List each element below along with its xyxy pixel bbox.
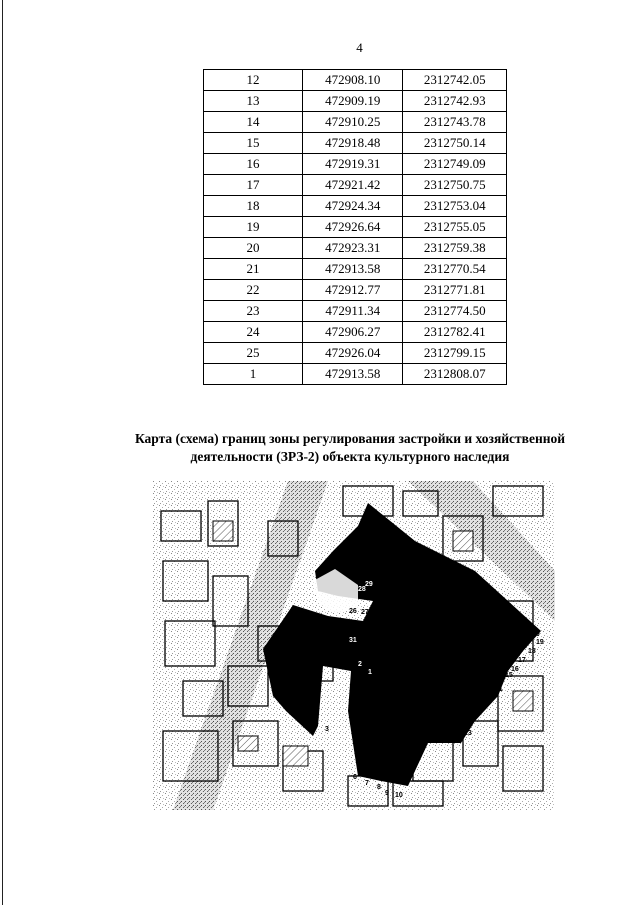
map-title	[80, 430, 620, 466]
point-number-cell: 16	[204, 154, 303, 175]
point-label-28: 28	[358, 586, 366, 593]
point-label-2: 2	[358, 661, 362, 668]
y-coordinate-cell: 2312770.54	[403, 259, 507, 280]
x-coordinate-cell: 472919.31	[303, 154, 403, 175]
point-label-18: 18	[528, 648, 536, 655]
point-label-13: 13	[464, 730, 472, 737]
point-label-10: 10	[395, 792, 403, 799]
map-svg	[153, 481, 555, 810]
x-coordinate-cell: 472911.34	[303, 301, 403, 322]
point-label-21: 21	[495, 686, 503, 693]
y-coordinate-cell: 2312750.75	[403, 175, 507, 196]
point-number-cell: 25	[204, 343, 303, 364]
point-label-15: 15	[505, 672, 513, 679]
x-coordinate-cell: 472912.77	[303, 280, 403, 301]
y-coordinate-cell: 2312771.81	[403, 280, 507, 301]
point-number-cell: 21	[204, 259, 303, 280]
x-coordinate-cell: 472918.48	[303, 133, 403, 154]
point-label-29: 29	[365, 581, 373, 588]
y-coordinate-cell: 2312808.07	[403, 364, 507, 385]
y-coordinate-cell: 2312742.05	[403, 70, 507, 91]
point-label-9: 9	[385, 790, 389, 797]
x-coordinate-cell: 472926.04	[303, 343, 403, 364]
point-label-19: 19	[536, 639, 544, 646]
point-label-12: 12	[443, 719, 451, 726]
point-label-5: 5	[303, 708, 307, 715]
point-number-cell: 18	[204, 196, 303, 217]
x-coordinate-cell: 472913.58	[303, 364, 403, 385]
table-row	[204, 343, 507, 364]
y-coordinate-cell: 2312750.14	[403, 133, 507, 154]
point-label-7: 7	[365, 780, 369, 787]
point-label-26: 26	[349, 608, 357, 615]
point-number-cell: 24	[204, 322, 303, 343]
point-number-cell: 17	[204, 175, 303, 196]
x-coordinate-cell: 472913.58	[303, 259, 403, 280]
table-row	[204, 175, 507, 196]
point-label-14: 14	[455, 726, 463, 733]
point-label-16: 16	[511, 666, 519, 673]
y-coordinate-cell: 2312782.41	[403, 322, 507, 343]
table-row	[204, 259, 507, 280]
table-row	[204, 364, 507, 385]
point-label-3: 3	[325, 726, 329, 733]
point-label-27: 27	[361, 609, 369, 616]
table-row	[204, 301, 507, 322]
table-row	[204, 196, 507, 217]
table-row	[204, 70, 507, 91]
x-coordinate-cell: 472908.10	[303, 70, 403, 91]
x-coordinate-cell: 472910.25	[303, 112, 403, 133]
table-row	[204, 238, 507, 259]
point-label-4: 4	[313, 716, 317, 723]
point-number-cell: 19	[204, 217, 303, 238]
point-label-8: 8	[377, 784, 381, 791]
table-row	[204, 217, 507, 238]
x-coordinate-cell: 472923.31	[303, 238, 403, 259]
table-row	[204, 280, 507, 301]
y-coordinate-cell: 2312799.15	[403, 343, 507, 364]
point-label-6: 6	[353, 774, 357, 781]
y-coordinate-cell: 2312749.09	[403, 154, 507, 175]
point-label-20: 20	[532, 631, 540, 638]
table-row	[204, 154, 507, 175]
y-coordinate-cell: 2312742.93	[403, 91, 507, 112]
y-coordinate-cell: 2312774.50	[403, 301, 507, 322]
y-coordinate-cell: 2312755.05	[403, 217, 507, 238]
coordinates-table	[203, 69, 507, 385]
point-number-cell: 1	[204, 364, 303, 385]
table-row	[204, 133, 507, 154]
point-label-30: 30	[371, 609, 379, 616]
x-coordinate-cell: 472921.42	[303, 175, 403, 196]
point-label-1: 1	[368, 669, 372, 676]
map-title-line-2: деятельности (ЗРЗ-2) объекта культурного наследия	[190, 449, 510, 464]
point-number-cell: 13	[204, 91, 303, 112]
map-title-line-1: Карта (схема) границ зоны регулирования застройки и хозяйственной	[134, 431, 566, 446]
zone-boundary-map	[153, 481, 555, 810]
point-number-cell: 14	[204, 112, 303, 133]
point-number-cell: 23	[204, 301, 303, 322]
page-edge-line	[2, 0, 3, 905]
table-row	[204, 112, 507, 133]
point-number-cell: 20	[204, 238, 303, 259]
point-number-cell: 12	[204, 70, 303, 91]
table-row	[204, 322, 507, 343]
point-number-cell: 15	[204, 133, 303, 154]
y-coordinate-cell: 2312753.04	[403, 196, 507, 217]
y-coordinate-cell: 2312759.38	[403, 238, 507, 259]
point-label-31: 31	[349, 637, 357, 644]
page-number: 4	[356, 40, 363, 55]
point-number-cell: 22	[204, 280, 303, 301]
x-coordinate-cell: 472924.34	[303, 196, 403, 217]
point-label-11: 11	[435, 737, 443, 744]
table-row	[204, 91, 507, 112]
y-coordinate-cell: 2312743.78	[403, 112, 507, 133]
x-coordinate-cell: 472909.19	[303, 91, 403, 112]
x-coordinate-cell: 472926.64	[303, 217, 403, 238]
point-label-17: 17	[518, 657, 526, 664]
x-coordinate-cell: 472906.27	[303, 322, 403, 343]
